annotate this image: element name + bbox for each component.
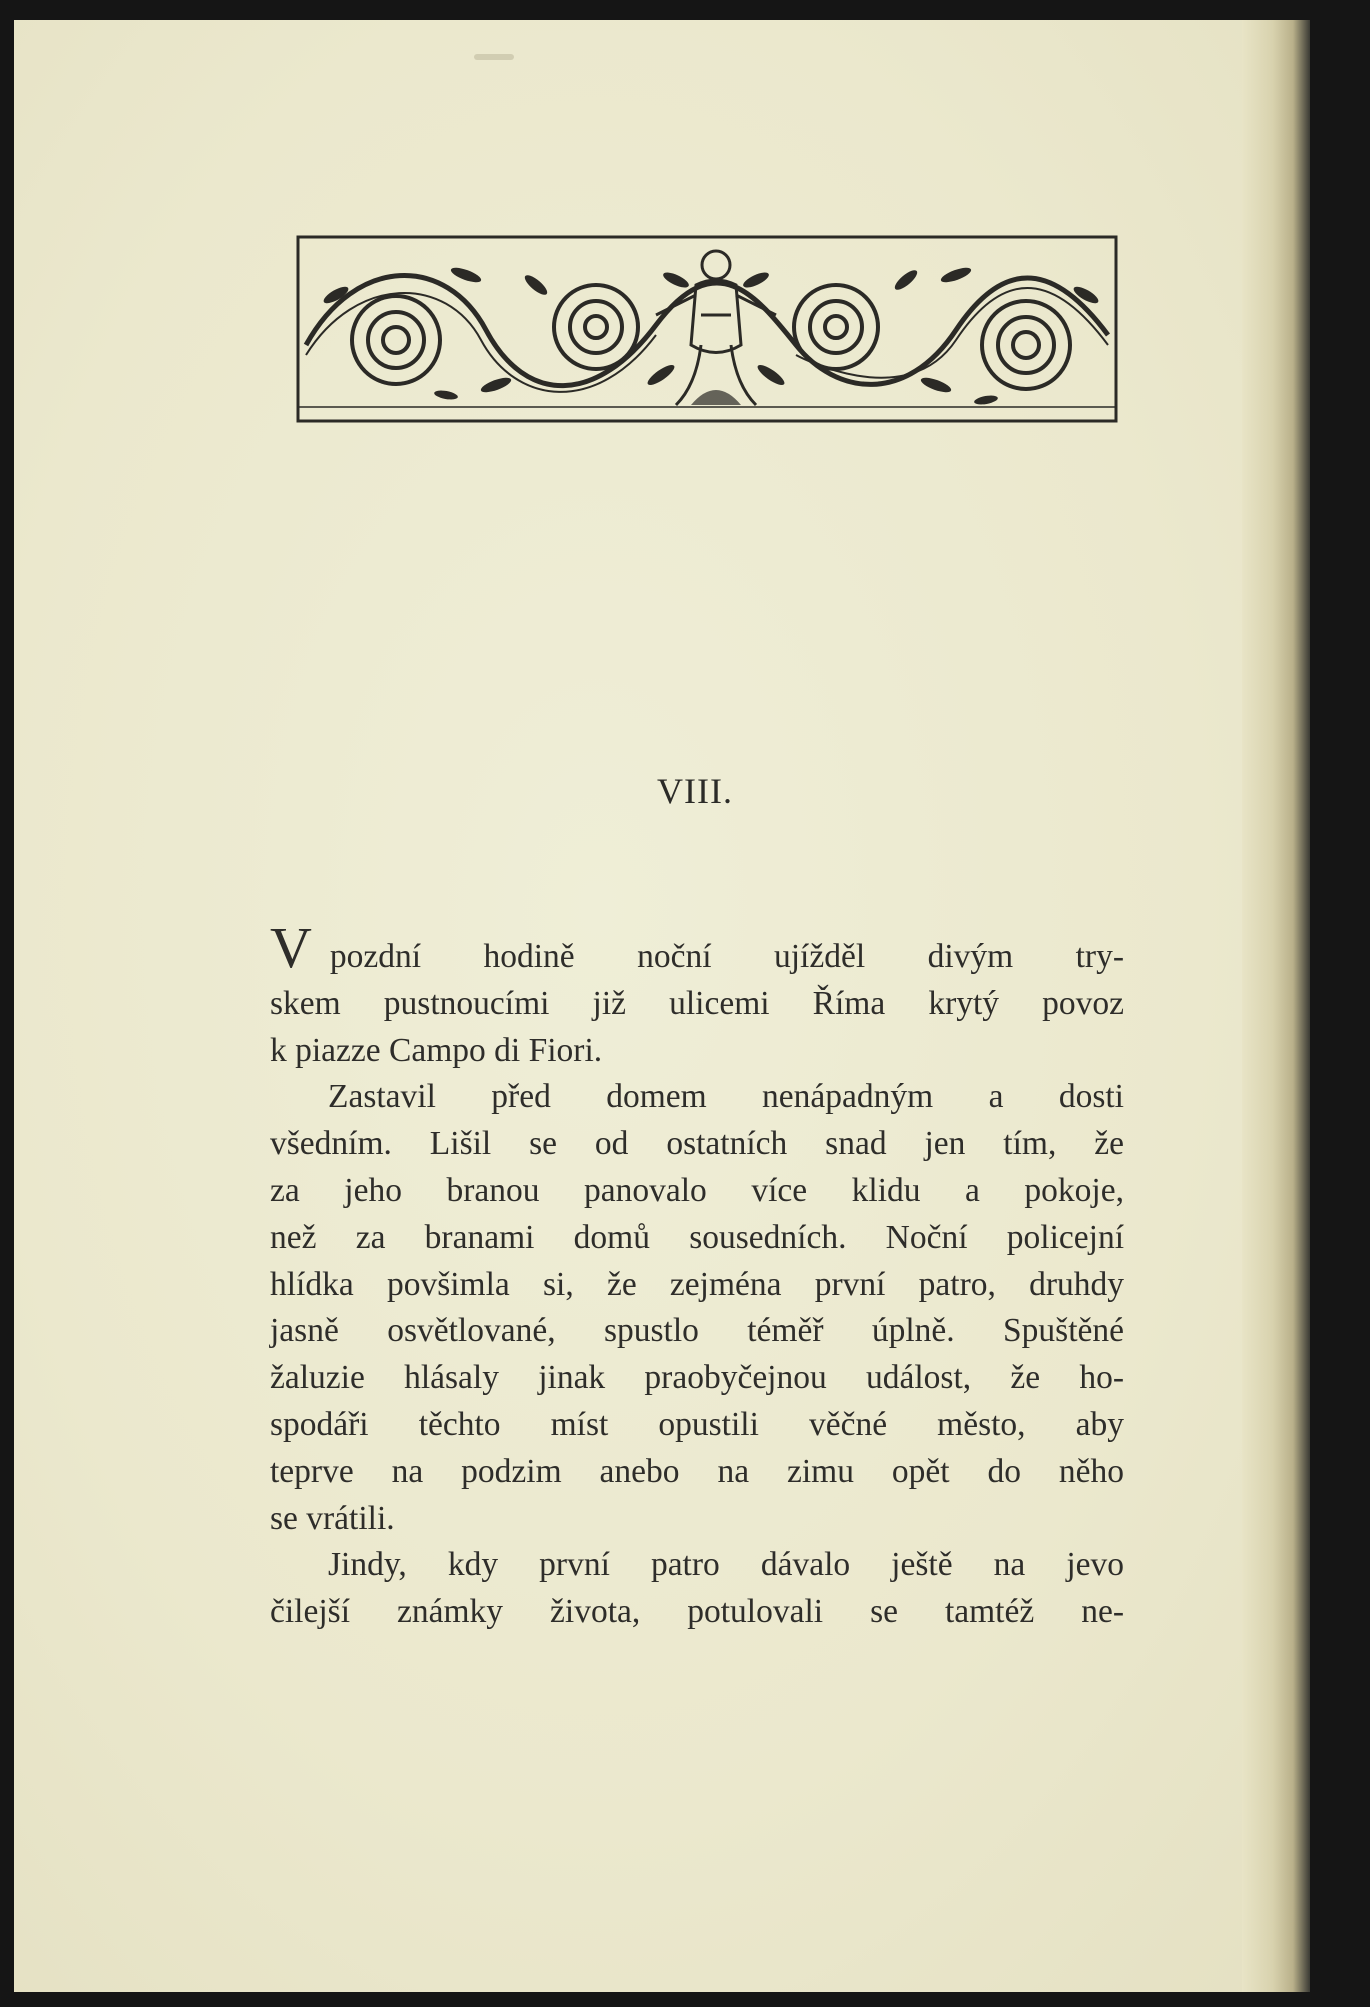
text-line: spodáři těchto míst opustili věčné město, aby: [270, 1405, 1124, 1443]
text-line: Zastavil před domem nenápadným a dosti: [328, 1078, 1124, 1116]
text-line: než za branami domů sousedních. Noční policejní: [270, 1218, 1124, 1256]
text-line: k piazze Campo di Fiori.: [270, 1031, 603, 1069]
drop-cap: V: [270, 915, 312, 980]
text-line: hlídka povšimla si, že zejména první patro, druhdy: [270, 1265, 1124, 1303]
body-text: [270, 915, 1124, 1636]
text-line: se vrátili.: [270, 1499, 395, 1537]
paragraph-3: [270, 1542, 1124, 1636]
chapter-heading: VIII.: [657, 771, 733, 811]
print-smudge: [474, 54, 514, 60]
text-line: za jeho branou panovalo více klidu a pokoje,: [270, 1171, 1124, 1209]
text-line: teprve na podzim anebo na zimu opět do něho: [270, 1452, 1124, 1490]
page-gutter-shadow: [1242, 20, 1310, 1992]
text-line: Jindy, kdy první patro dávalo ještě na jevo: [328, 1546, 1124, 1584]
text-line: všedním. Lišil se od ostatních snad jen tím, že: [270, 1125, 1124, 1163]
text-line: skem pustnoucími již ulicemi Říma krytý povoz: [270, 984, 1124, 1022]
headpiece-ornament: [296, 235, 1118, 423]
paragraph-1: [270, 915, 1124, 1074]
text-line: Vpozdní hodině noční ujížděl divým try-: [270, 915, 1124, 980]
text-line: žaluzie hlásaly jinak praobyčejnou událost, že ho-: [270, 1359, 1124, 1397]
paragraph-2: [270, 1074, 1124, 1542]
scroll-vine-headpiece-icon: [296, 235, 1118, 423]
text-line: jasně osvětlované, spustlo téměř úplně. Spuštěné: [270, 1312, 1124, 1350]
text-line: čilejší známky života, potulovali se tamtéž ne-: [270, 1593, 1124, 1631]
